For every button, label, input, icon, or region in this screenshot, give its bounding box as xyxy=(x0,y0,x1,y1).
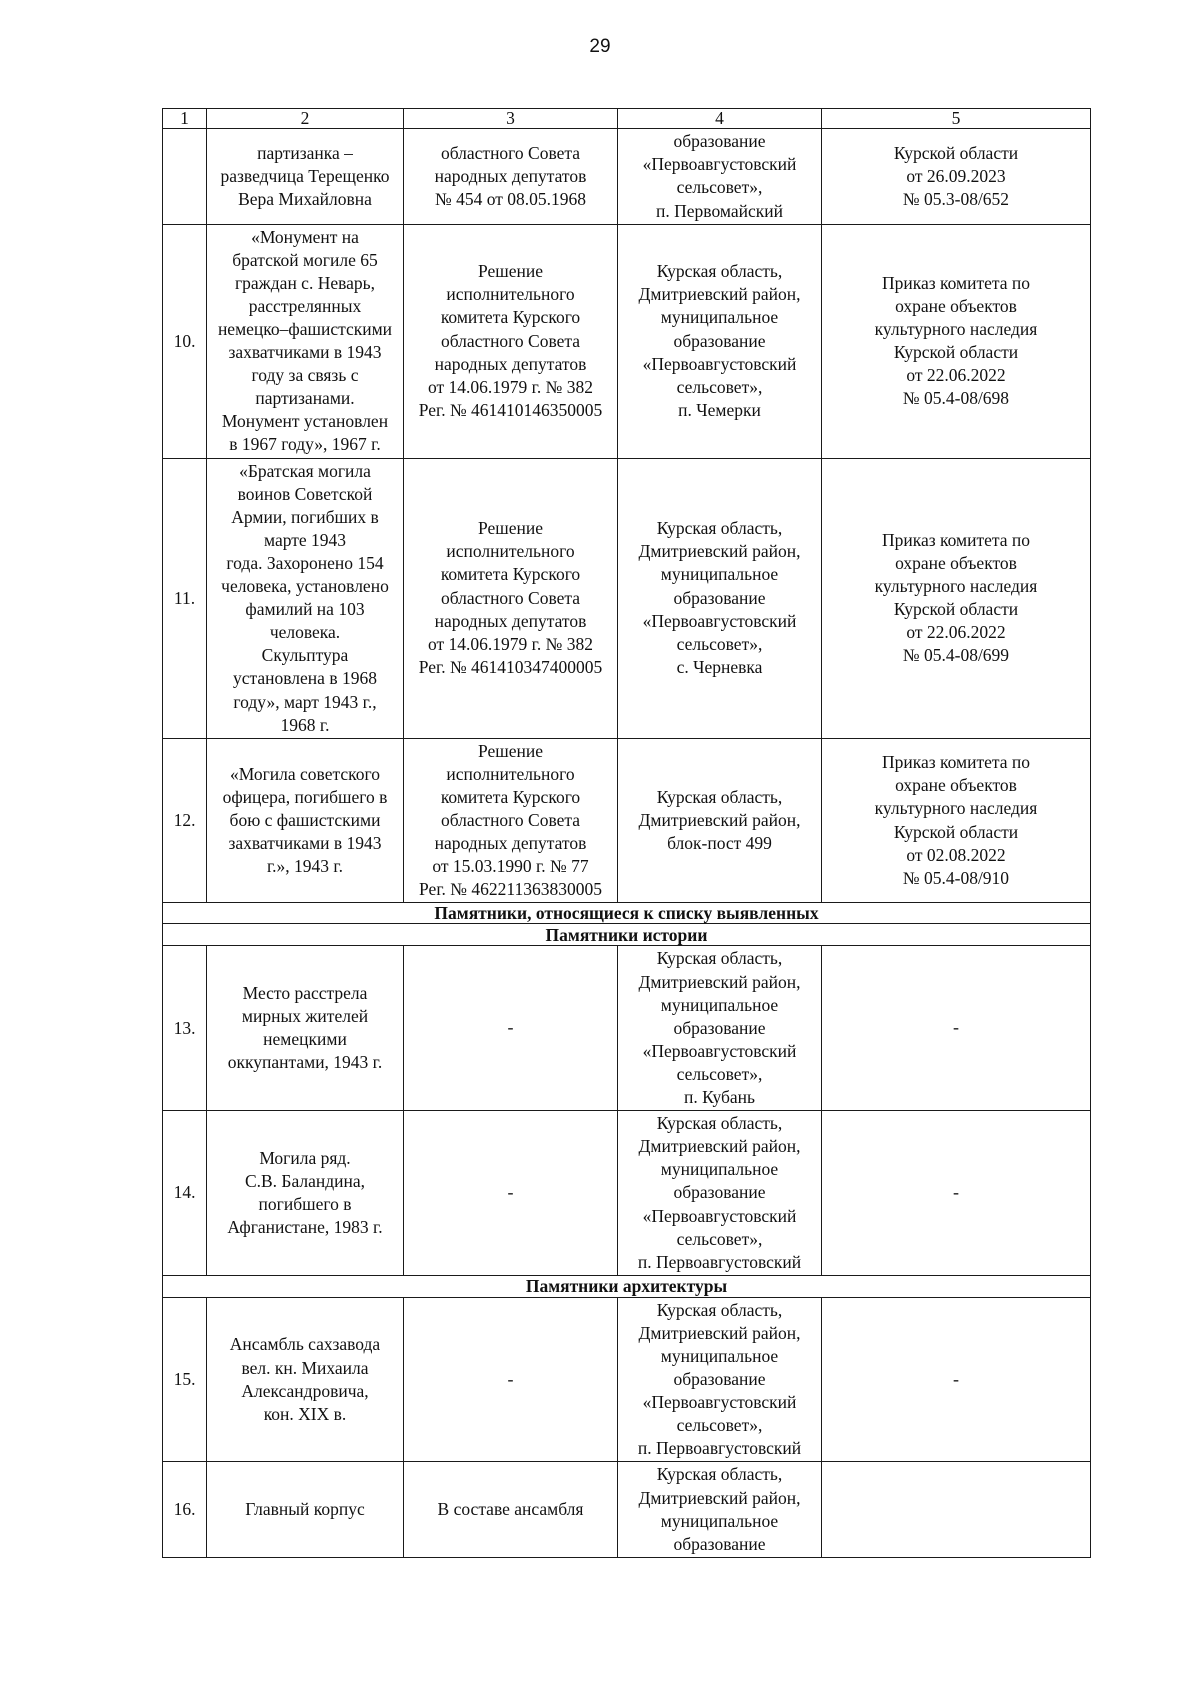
table-row xyxy=(163,224,1091,458)
monument-name-cell xyxy=(207,946,404,1111)
row-number-cell xyxy=(163,946,207,1111)
row-number-cell-text: 12. xyxy=(173,809,196,830)
monument-name-cell-text: «Могила советского офицера, погибшего в бою с фашистскими захватчиками в 1943 г.», 1943 г. xyxy=(222,763,388,877)
column-header-3: 3 xyxy=(404,109,618,129)
row-number-cell-text: 10. xyxy=(173,330,196,351)
row-number-cell-text: 15. xyxy=(173,1369,196,1390)
location-cell-text: Курская область, Дмитриевский район, муниципальное образование «Первоавгустовский сельсовет», п. Первоавгустовский xyxy=(637,1113,802,1272)
location-cell-text: Курская область, Дмитриевский район, блок-пост 499 xyxy=(638,786,801,854)
location-cell-text: Курская область, Дмитриевский район, муниципальное образование «Первоавгустовский сельсовет», п. Кубань xyxy=(638,948,801,1108)
location-cell xyxy=(618,738,822,903)
row-number-cell-text: 14. xyxy=(173,1182,196,1203)
table-row xyxy=(163,1297,1091,1462)
location-cell-text: образование «Первоавгустовский сельсовет», п. Первомайский xyxy=(642,131,797,221)
registration-document-cell-text: областного Совета народных депутатов № 454 от 08.05.1968 xyxy=(434,142,587,209)
section-heading-row xyxy=(163,924,1091,946)
protection-order-cell-text: - xyxy=(953,1017,959,1038)
column-header-5: 5 xyxy=(822,109,1091,129)
row-number-cell xyxy=(163,1297,207,1462)
registration-document-cell xyxy=(404,129,618,224)
registration-document-cell-text: Решение исполнительного комитета Курского областного Совета народных депутатов от 14.06.1979 г. № 382 Рег. № 461410146350005 xyxy=(418,261,603,420)
registration-document-cell-text: В составе ансамбля xyxy=(437,1499,584,1520)
protection-order-cell xyxy=(822,738,1091,903)
table-row xyxy=(163,1111,1091,1276)
protection-order-cell xyxy=(822,129,1091,224)
section-heading: Памятники архитектуры xyxy=(163,1275,1091,1297)
monument-name-cell xyxy=(207,1297,404,1462)
protection-order-cell xyxy=(822,1111,1091,1276)
monument-name-cell xyxy=(207,458,404,738)
location-cell xyxy=(618,458,822,738)
table-row xyxy=(163,458,1091,738)
monument-name-cell xyxy=(207,738,404,903)
table-row xyxy=(163,946,1091,1111)
row-number-cell xyxy=(163,129,207,224)
column-number-header-row xyxy=(163,109,1091,129)
row-number-cell-text: 13. xyxy=(173,1017,196,1038)
monument-name-cell xyxy=(207,224,404,458)
location-cell-text: Курская область, Дмитриевский район, муниципальное образование «Первоавгустовский сельсовет», п. Чемерки xyxy=(638,261,801,420)
monument-name-cell-text: Ансамбль сахзавода вел. кн. Михаила Александровича, кон. XIX в. xyxy=(229,1334,381,1424)
monument-name-cell-text: Главный корпус xyxy=(245,1499,365,1520)
section-heading-row xyxy=(163,903,1091,924)
location-cell xyxy=(618,946,822,1111)
column-header-2: 2 xyxy=(207,109,404,129)
monument-name-cell-text: «Братская могила воинов Советской Армии, погибших в марте 1943 года. Захоронено 154 человека, установлено фамилий на 103 человека. Скульптура установлена в 1968 году», март 1943 г., 1968 г. xyxy=(221,460,389,735)
registration-document-cell xyxy=(404,1462,618,1557)
monument-name-cell-text: Могила ряд. С.В. Баландина, погибшего в Афганистане, 1983 г. xyxy=(227,1147,383,1238)
location-cell xyxy=(618,1297,822,1462)
page-number: 29 xyxy=(589,36,611,57)
location-cell-text: Курская область, Дмитриевский район, муниципальное образование «Первоавгустовский сельсовет», с. Черневка xyxy=(638,518,801,677)
table-body xyxy=(163,109,1091,1558)
row-number-cell xyxy=(163,458,207,738)
location-cell xyxy=(618,224,822,458)
row-number-cell xyxy=(163,738,207,903)
row-number-cell xyxy=(163,224,207,458)
monuments-table xyxy=(162,108,1091,1558)
monument-name-cell-text: Место расстрела мирных жителей немецкими оккупантами, 1943 г. xyxy=(227,983,383,1073)
protection-order-cell xyxy=(822,946,1091,1111)
registration-document-cell xyxy=(404,1111,618,1276)
location-cell-text: Курская область, Дмитриевский район, муниципальное образование «Первоавгустовский сельсовет», п. Первоавгустовский xyxy=(637,1299,802,1459)
protection-order-cell xyxy=(822,224,1091,458)
monument-name-cell-text: «Монумент на братской могиле 65 граждан с. Неварь, расстрелянных немецко–фашистскими захватчиками в 1943 году за связь с партизанами. Монумент установлен в 1967 году», 1967 г. xyxy=(217,226,393,455)
section-heading: Памятники, относящиеся к списку выявленных xyxy=(163,903,1091,924)
protection-order-cell-text: - xyxy=(953,1182,959,1203)
column-header-4: 4 xyxy=(618,109,822,129)
protection-order-cell-text: Приказ комитета по охране объектов культурного наследия Курской области от 22.06.2022 № 05.4-08/698 xyxy=(874,272,1038,409)
registration-document-cell xyxy=(404,224,618,458)
section-heading-row xyxy=(163,1275,1091,1297)
registration-document-cell-text: Решение исполнительного комитета Курского областного Совета народных депутатов от 15.03.1990 г. № 77 Рег. № 462211363830005 xyxy=(419,740,602,900)
row-number-cell xyxy=(163,1462,207,1557)
monument-name-cell-text: партизанка – разведчица Терещенко Вера Михайловна xyxy=(220,142,390,209)
registration-document-cell-text: - xyxy=(507,1017,514,1038)
protection-order-cell-text: - xyxy=(953,1368,959,1389)
location-cell-text: Курская область, Дмитриевский район, муниципальное образование xyxy=(638,1464,801,1554)
protection-order-cell-text: Приказ комитета по охране объектов культурного наследия Курской области от 22.06.2022 № 05.4-08/699 xyxy=(874,529,1038,666)
location-cell xyxy=(618,1111,822,1276)
row-number-cell-text: 16. xyxy=(173,1499,196,1520)
table-row xyxy=(163,129,1091,224)
section-heading: Памятники истории xyxy=(163,924,1091,946)
protection-order-cell-text: Приказ комитета по охране объектов культурного наследия Курской области от 02.08.2022 № 05.4-08/910 xyxy=(874,752,1038,888)
registration-document-cell xyxy=(404,738,618,903)
table-row xyxy=(163,1462,1091,1557)
protection-order-cell xyxy=(822,458,1091,738)
registration-document-cell xyxy=(404,1297,618,1462)
monument-name-cell xyxy=(207,1111,404,1276)
row-number-cell-text: 11. xyxy=(173,587,196,608)
monument-name-cell xyxy=(207,129,404,224)
row-number-cell xyxy=(163,1111,207,1276)
column-header-1: 1 xyxy=(163,109,207,129)
registration-document-cell-text: - xyxy=(507,1368,514,1389)
table-row xyxy=(163,738,1091,903)
registration-document-cell-text: Решение исполнительного комитета Курского областного Совета народных депутатов от 14.06.1979 г. № 382 Рег. № 461410347400005 xyxy=(418,518,603,677)
monument-name-cell xyxy=(207,1462,404,1557)
registration-document-cell xyxy=(404,458,618,738)
location-cell xyxy=(618,129,822,224)
protection-order-cell xyxy=(822,1462,1091,1557)
location-cell xyxy=(618,1462,822,1557)
protection-order-cell-text: Курской области от 26.09.2023 № 05.3-08/652 xyxy=(893,142,1019,209)
registration-document-cell-text: - xyxy=(507,1182,514,1203)
registration-document-cell xyxy=(404,946,618,1111)
protection-order-cell xyxy=(822,1297,1091,1462)
